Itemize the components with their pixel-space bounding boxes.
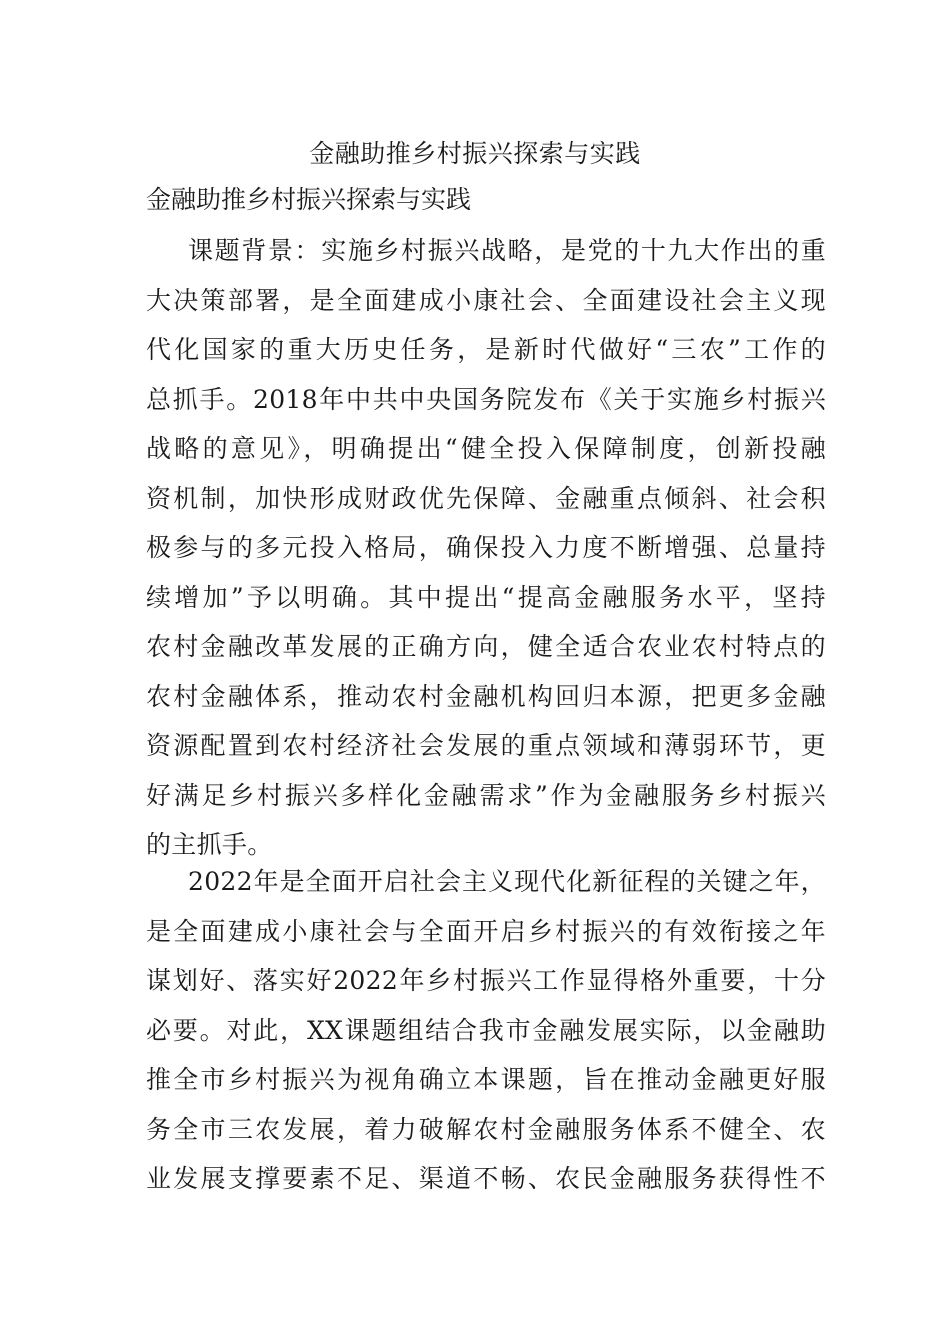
paragraph-line: 推全市乡村振兴为视角确立本课题，旨在推动金融更好服 (146, 1065, 826, 1094)
paragraph-line: 务全市三农发展，着力破解农村金融服务体系不健全、农 (146, 1114, 826, 1144)
paragraph-line: 战略的意见》，明确提出“健全投入保障制度，创新投融 (146, 434, 826, 463)
paragraph-line: 续增加”予以明确。其中提出“提高金融服务水平，坚持 (146, 582, 826, 612)
paragraph-line: 好满足乡村振兴多样化金融需求”作为金融服务乡村振兴 (146, 780, 826, 810)
paragraph-line: 2022年是全面开启社会主义现代化新征程的关键之年， (188, 867, 826, 896)
paragraph-2022 (146, 857, 826, 1204)
document-title: 金融助推乡村振兴探索与实践 (309, 139, 641, 168)
paragraph-line: 课题背景：实施乡村振兴战略，是党的十九大作出的重 (188, 236, 826, 265)
document-subtitle: 金融助推乡村振兴探索与实践 (146, 185, 472, 214)
paragraph-line: 必要。对此，XX课题组结合我市金融发展实际，以金融助 (146, 1015, 826, 1045)
paragraph-line: 资机制，加快形成财政优先保障、金融重点倾斜、社会积 (146, 483, 826, 513)
paragraph-line: 总抓手。2018年中共中央国务院发布《关于实施乡村振兴 (146, 384, 826, 414)
paragraph-line: 大决策部署，是全面建成小康社会、全面建设社会主义现 (146, 285, 826, 315)
paragraph-line: 的主抓手。 (146, 830, 273, 859)
paragraph-line: 谋划好、落实好2022年乡村振兴工作显得格外重要，十分 (146, 966, 826, 995)
paragraph-line: 极参与的多元投入格局，确保投入力度不断增强、总量持 (146, 533, 826, 562)
paragraph-line: 资源配置到农村经济社会发展的重点领域和薄弱环节，更 (146, 731, 826, 760)
paragraph-line: 是全面建成小康社会与全面开启乡村振兴的有效衔接之年 (146, 916, 826, 946)
paragraph-line: 代化国家的重大历史任务，是新时代做好“三农”工作的 (146, 335, 826, 364)
paragraph-line: 农村金融改革发展的正确方向，健全适合农业农村特点的 (146, 632, 826, 661)
paragraph-line: 农村金融体系，推动农村金融机构回归本源，把更多金融 (146, 681, 826, 711)
paragraph-background (146, 226, 826, 870)
paragraph-line: 业发展支撑要素不足、渠道不畅、农民金融服务获得性不 (146, 1164, 826, 1193)
